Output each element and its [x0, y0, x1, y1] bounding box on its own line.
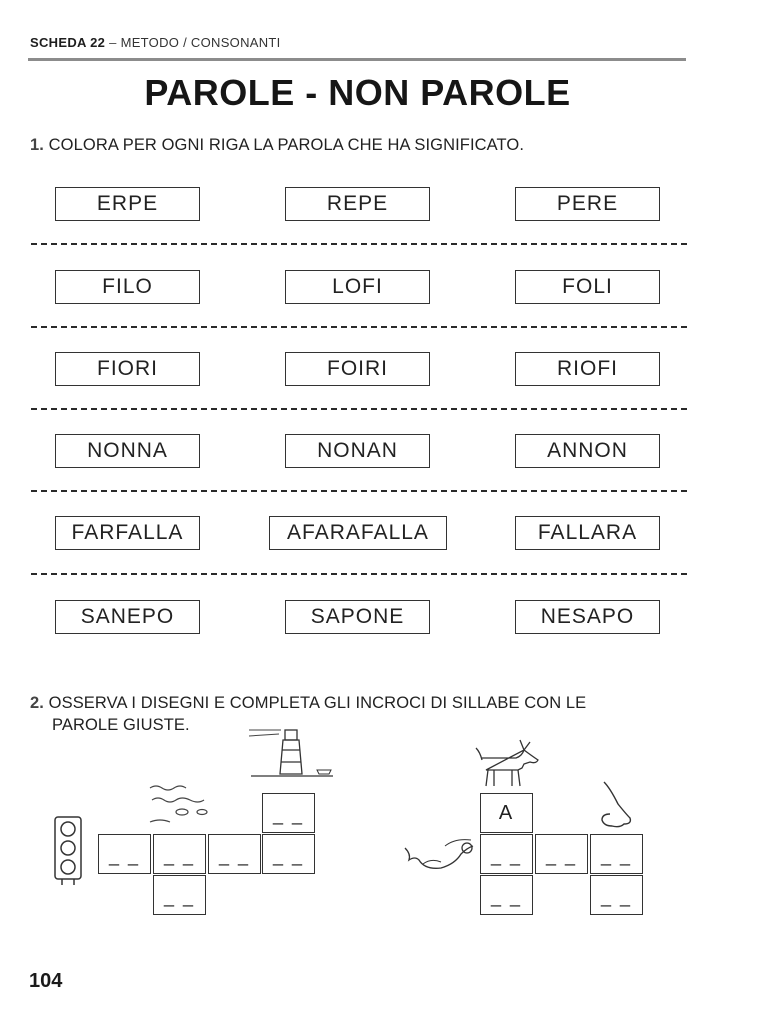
word-row [0, 516, 768, 552]
word-box[interactable]: AFARAFALLA [269, 516, 447, 550]
crossword-cell[interactable]: _ _ [590, 834, 643, 874]
exercise-2-text-line1: OSSERVA I DISEGNI E COMPLETA GLI INCROCI DI SILLABE CON LE [48, 694, 587, 712]
word-box[interactable]: FOIRI [285, 352, 430, 386]
word-box[interactable]: ANNON [515, 434, 660, 468]
word-box[interactable]: NONNA [55, 434, 200, 468]
word-box[interactable]: SAPONE [285, 600, 430, 634]
word-row [0, 352, 768, 388]
sea-icon [146, 782, 218, 826]
lighthouse-icon [247, 726, 337, 782]
crossword-cell[interactable]: _ _ [480, 834, 533, 874]
worksheet-topic: METODO / CONSONANTI [120, 35, 281, 50]
word-box[interactable]: FIORI [55, 352, 200, 386]
dashed-divider [31, 243, 687, 245]
exercise-1-number: 1. [30, 136, 44, 154]
crossword-cell[interactable]: _ _ [480, 875, 533, 915]
word-row [0, 270, 768, 306]
crossword-cell[interactable]: _ _ [153, 834, 206, 874]
header-rule [28, 58, 686, 61]
dashed-divider [31, 573, 687, 575]
nose-icon [596, 780, 640, 830]
word-box[interactable]: NONAN [285, 434, 430, 468]
exercise-1-instruction [30, 136, 524, 155]
word-box[interactable]: LOFI [285, 270, 430, 304]
crossword-cell-given: A [480, 793, 533, 833]
word-box[interactable]: ERPE [55, 187, 200, 221]
crossword-cell[interactable]: _ _ [535, 834, 588, 874]
word-box[interactable]: FOLI [515, 270, 660, 304]
dashed-divider [31, 408, 687, 410]
crossword-cell[interactable]: _ _ [590, 875, 643, 915]
word-row [0, 600, 768, 636]
page-title: PAROLE - NON PAROLE [144, 72, 571, 113]
traffic-light-icon [52, 815, 84, 887]
mermaid-icon [401, 834, 477, 878]
exercise-2-text-line2: PAROLE GIUSTE. [52, 716, 190, 734]
crossword-cell[interactable]: _ _ [98, 834, 151, 874]
exercise-2-number: 2. [30, 694, 44, 712]
crossword-cell[interactable]: _ _ [153, 875, 206, 915]
word-box[interactable]: FARFALLA [55, 516, 200, 550]
word-box[interactable]: NESAPO [515, 600, 660, 634]
worksheet-number: SCHEDA 22 [30, 35, 106, 50]
header-separator: – [109, 35, 117, 50]
word-box[interactable]: FALLARA [515, 516, 660, 550]
word-box[interactable]: RIOFI [515, 352, 660, 386]
dashed-divider [31, 490, 687, 492]
crossword-cell[interactable]: _ _ [262, 834, 315, 874]
word-box[interactable]: SANEPO [55, 600, 200, 634]
word-row [0, 187, 768, 223]
word-box[interactable]: PERE [515, 187, 660, 221]
exercise-1-text: COLORA PER OGNI RIGA LA PAROLA CHE HA SIGNIFICATO. [48, 136, 525, 154]
crossword-cell[interactable]: _ _ [262, 793, 315, 833]
word-row [0, 434, 768, 470]
page-number: 104 [29, 970, 63, 992]
word-box[interactable]: FILO [55, 270, 200, 304]
donkey-icon [472, 738, 548, 790]
dashed-divider [31, 326, 687, 328]
word-box[interactable]: REPE [285, 187, 430, 221]
page-header [30, 35, 281, 50]
crossword-cell[interactable]: _ _ [208, 834, 261, 874]
